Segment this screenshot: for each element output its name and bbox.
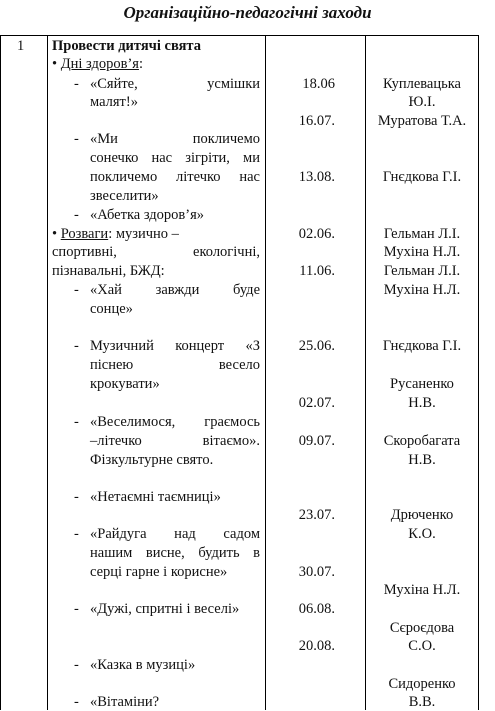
date-cell: 23.07. bbox=[298, 507, 335, 523]
responsible-cell: Мухіна Н.Л. bbox=[383, 582, 461, 598]
responsible-cell: Мухіна Н.Л. bbox=[383, 282, 461, 298]
table-left-border bbox=[0, 35, 1, 710]
responsible-cell: Сидоренко bbox=[388, 676, 456, 692]
list-item-line: «Сяйте, усмішки bbox=[90, 76, 260, 92]
list-item-line: –літечко вітаємо». bbox=[90, 433, 260, 449]
list-item-line: «Ми покличемо bbox=[90, 131, 260, 147]
column-divider-number bbox=[47, 35, 48, 710]
section-label: Дні здоров’я bbox=[60, 56, 139, 72]
list-item-line: нашим висне, будить в bbox=[90, 545, 260, 561]
date-cell: 02.07. bbox=[298, 395, 335, 411]
responsible-cell: В.В. bbox=[408, 694, 436, 710]
list-item-line: малят!» bbox=[90, 94, 138, 110]
list-item-line: «Райдуга над садом bbox=[90, 526, 260, 542]
bullet-marker: • bbox=[52, 226, 58, 242]
responsible-cell: Н.В. bbox=[408, 395, 436, 411]
row-heading: Провести дитячі свята bbox=[52, 38, 201, 54]
list-item-line: Фізкультурне свято. bbox=[90, 452, 214, 468]
responsible-cell: Ю.І. bbox=[408, 94, 436, 110]
dash-marker: - bbox=[74, 694, 79, 710]
column-divider-date bbox=[365, 35, 366, 710]
list-item-line: «Хай завжди буде bbox=[90, 282, 260, 298]
column-divider-activity bbox=[265, 35, 266, 710]
responsible-cell: Гнєдкова Г.І. bbox=[382, 338, 462, 354]
dash-marker: - bbox=[74, 131, 79, 147]
responsible-cell: Гельман Л.І. bbox=[383, 226, 461, 242]
date-cell: 30.07. bbox=[298, 564, 335, 580]
dash-marker: - bbox=[74, 489, 79, 505]
table-right-border bbox=[478, 35, 479, 710]
date-cell: 11.06. bbox=[299, 263, 335, 279]
list-item-line: покличемо літечко нас bbox=[90, 169, 260, 185]
section-label-suffix: : bbox=[138, 56, 143, 72]
date-cell: 20.08. bbox=[298, 638, 335, 654]
section-intro-line: спортивні, екологічні, bbox=[52, 244, 260, 260]
list-item-line: «Веселимося, граємось bbox=[90, 414, 260, 430]
dash-marker: - bbox=[74, 601, 79, 617]
section-days-of-health bbox=[52, 55, 143, 73]
date-cell: 16.07. bbox=[298, 113, 335, 129]
list-item-line: «Вітаміни? bbox=[90, 694, 160, 710]
date-cell: 18.06 bbox=[302, 76, 335, 92]
date-cell: 13.08. bbox=[298, 169, 335, 185]
row-number: 1 bbox=[17, 38, 25, 54]
dash-marker: - bbox=[74, 526, 79, 542]
dash-marker: - bbox=[74, 207, 79, 223]
responsible-cell: С.О. bbox=[408, 638, 436, 654]
responsible-cell: Н.В. bbox=[408, 452, 436, 468]
responsible-cell: Мухіна Н.Л. bbox=[383, 244, 461, 260]
date-cell: 09.07. bbox=[298, 433, 335, 449]
section-intro-line: пізнавальні, БЖД: bbox=[52, 263, 165, 279]
list-item-line: «Абетка здоров’я» bbox=[90, 207, 205, 223]
responsible-cell: Русаненко bbox=[390, 376, 454, 392]
section-title: Організаційно-педагогічні заходи bbox=[123, 3, 372, 22]
responsible-cell: Муратова Т.А. bbox=[377, 113, 467, 129]
responsible-cell: Куплевацька bbox=[383, 76, 461, 92]
responsible-cell: Гнєдкова Г.І. bbox=[382, 169, 462, 185]
section-intro-line: : музично – bbox=[108, 226, 179, 242]
dash-marker: - bbox=[74, 76, 79, 92]
responsible-cell: Скоробагата bbox=[383, 433, 461, 449]
list-item-line: піснею весело bbox=[90, 357, 260, 373]
dash-marker: - bbox=[74, 657, 79, 673]
bullet-marker: • bbox=[52, 56, 58, 72]
responsible-cell: Гельман Л.І. bbox=[383, 263, 461, 279]
list-item-line: «Нетаємні таємниці» bbox=[90, 489, 221, 505]
list-item-line: серці гарне і корисне» bbox=[90, 564, 228, 580]
list-item-line: крокувати» bbox=[90, 376, 160, 392]
responsible-cell: К.О. bbox=[408, 526, 436, 542]
dash-marker: - bbox=[74, 414, 79, 430]
date-cell: 02.06. bbox=[298, 226, 335, 242]
date-cell: 25.06. bbox=[298, 338, 335, 354]
list-item-line: звеселити» bbox=[90, 188, 159, 204]
dash-marker: - bbox=[74, 282, 79, 298]
date-cell: 06.08. bbox=[298, 601, 335, 617]
list-item-line: «Дужі, спритні і веселі» bbox=[90, 601, 240, 617]
responsible-cell: Дрюченко bbox=[390, 507, 454, 523]
responsible-cell: Сєроєдова bbox=[389, 620, 455, 636]
list-item-line: сонечко нас зігріти, ми bbox=[90, 150, 260, 166]
section-label: Розваги bbox=[60, 226, 109, 242]
list-item-line: Музичний концерт «З bbox=[90, 338, 260, 354]
table-top-border bbox=[0, 35, 479, 36]
dash-marker: - bbox=[74, 338, 79, 354]
list-item-line: «Казка в музиці» bbox=[90, 657, 196, 673]
list-item-line: сонце» bbox=[90, 301, 133, 317]
